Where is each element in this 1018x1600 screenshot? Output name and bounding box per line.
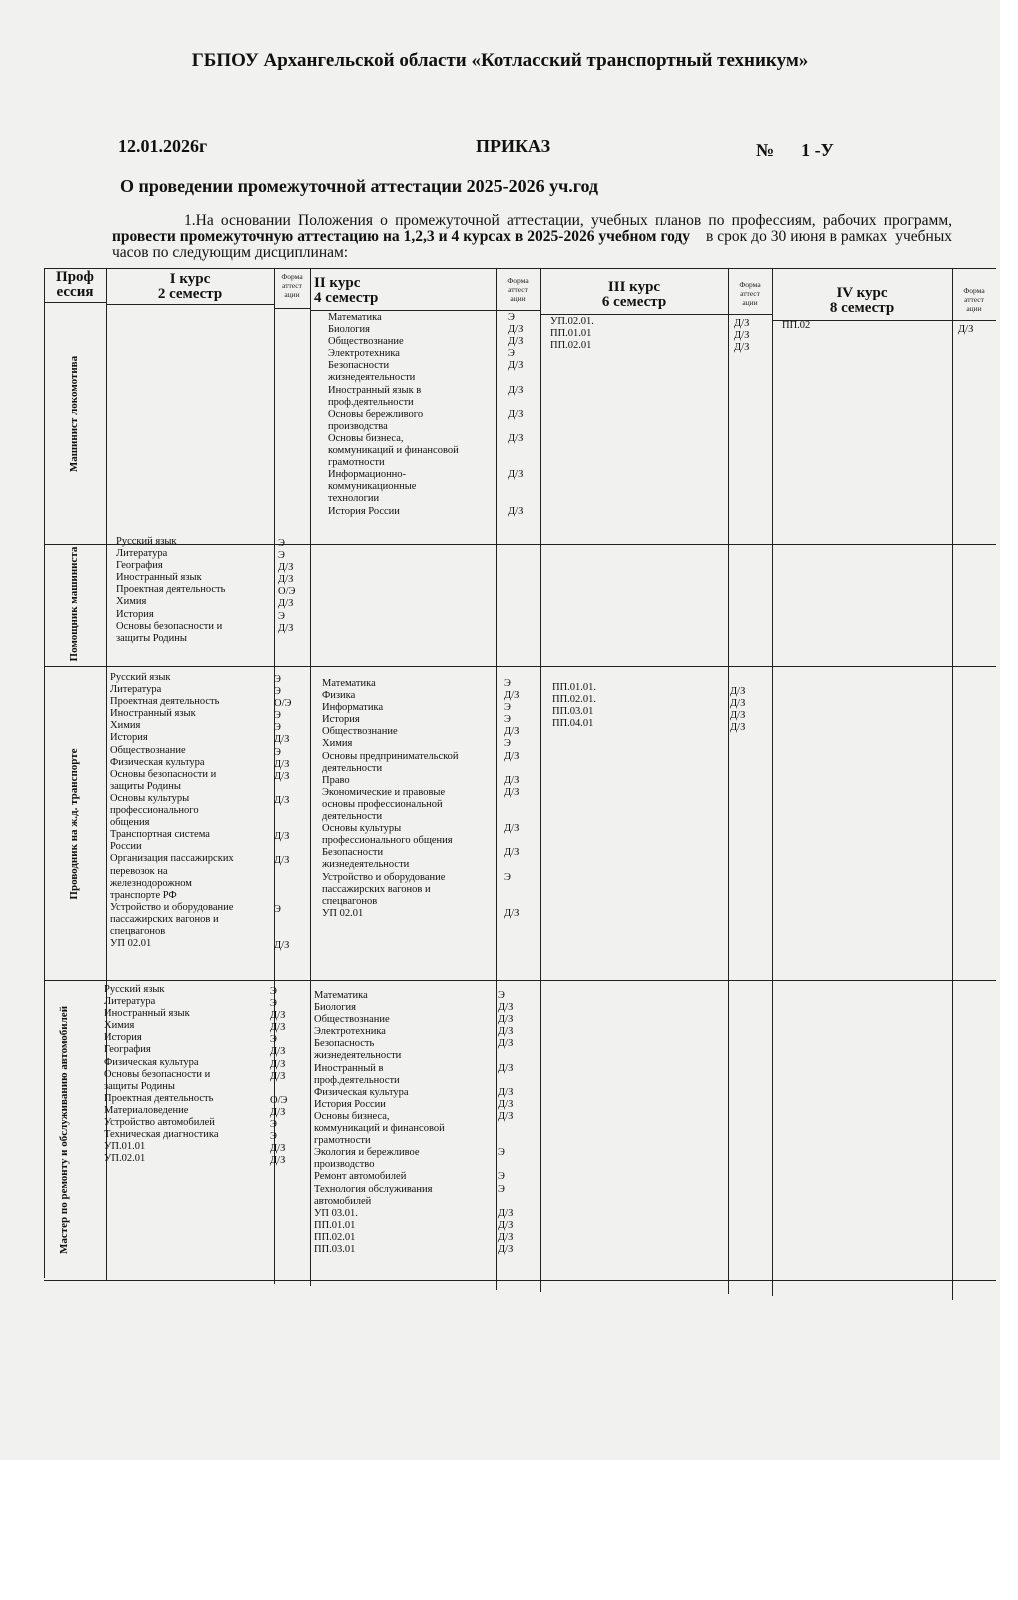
course3-forms: Д/З Д/З Д/З (734, 318, 750, 354)
table-divider (310, 268, 311, 1286)
order-number: № 1 -У (756, 140, 834, 160)
organization-header: ГБПОУ Архангельской области «Котласский транспортный техникум» (191, 50, 809, 71)
header-course-1: I курс 2 семестр (157, 271, 223, 302)
table-divider (540, 268, 541, 1292)
course2-disciplines: Математика Биология Обществознание Электротехника Безопасность жизнедеятельности Иностранный в проф.деятельности Физическая культура История России Основы бизнеса, коммуникаций и финансовой грамотности Экология и бережливое производство Ремонт автомобилей Технология обслуживания автомобилей УП 03.01. ПП.01.01 ПП.02.01 ПП.03.01 (314, 990, 445, 1255)
paragraph-tail-text: в срок до 30 июня в рамках учебных часов по следующим дисциплинам: (112, 228, 956, 261)
header-profession: Проф ессия (56, 269, 94, 300)
header-course-2: II курс 4 семестр (314, 275, 379, 306)
table-row-separator (44, 980, 996, 981)
course2-disciplines: Математика Биология Обществознание Электротехника Безопасности жизнедеятельности Иностранный язык в проф.деятельности Основы бережливого производства Основы бизнеса, коммуникаций и финансовой грамотности Информационно- коммуникационные технологии История России (328, 312, 459, 517)
paragraph-text: 1.На основании Положения о промежуточной аттестации, учебных планов по профессиям, рабочих программ, (184, 212, 952, 229)
course2-disciplines: Математика Физика Информатика История Обществознание Химия Основы предпринимательской деятельности Право Экономические и правовые основы профессиональной деятельности Основы культуры профессионального общения Безопасности жизнедеятельности Устройство и оборудование пассажирских вагонов и спецвагонов УП 02.01 (322, 678, 459, 919)
table-divider (540, 314, 772, 315)
table-border (44, 1280, 996, 1281)
page-margin (1000, 0, 1018, 1460)
order-date: 12.01.2026г (118, 136, 208, 156)
course4-forms: Д/З (958, 324, 974, 335)
profession-label: Мастер по ремонту и обслуживанию автомобилей (58, 1005, 70, 1255)
course3-practices: УП.02.01. ПП.01.01 ПП.02.01 (550, 316, 594, 352)
course1-disciplines: Русский язык Литература Проектная деятельность Иностранный язык Химия История Обществознание Физическая культура Основы безопасности и защиты Родины Основы культуры профессионального общения Транспортная система России Организация пассажирских перевозок на железнодорожном транспорте РФ Устройство и оборудование пассажирских вагонов и спецвагонов УП 02.01 (110, 672, 234, 950)
table-divider (772, 268, 773, 1296)
table-divider (310, 310, 540, 311)
course3-practices: ПП.01.01. ПП.02.01. ПП.03.01 ПП.04.01 (552, 682, 597, 730)
header-course-4: IV курс 8 семестр (829, 285, 895, 316)
table-divider (496, 268, 497, 1290)
order-paragraph (112, 212, 956, 261)
course2-forms: Э Д/З Э Э Д/З Э Д/З Д/З Д/З Д/З Д/З Э Д/З (504, 678, 520, 919)
profession-label: Помощник машиниста (68, 546, 80, 662)
table-row-separator (44, 666, 996, 667)
course1-forms: Э Э Д/З Д/З Э Д/З Д/З Д/З О/Э Д/З Э Э Д/З Д/З (270, 986, 288, 1167)
course1-forms: Э Э О/Э Э Э Д/З Э Д/З Д/З Д/З Д/З Д/З Э Д/З (274, 674, 292, 952)
order-subject: О проведении промежуточной аттестации 2025-2026 уч.год (120, 176, 599, 196)
table-border (44, 268, 996, 269)
course2-forms: Э Д/З Д/З Д/З Д/З Д/З Д/З Д/З Д/З Э Э Э Д/З Д/З Д/З Д/З (498, 990, 514, 1255)
header-form-4: Форма аттест ации (963, 286, 985, 313)
profession-label: Проводник на ж.д. транспорте (68, 748, 80, 900)
table-divider (106, 304, 274, 305)
table-divider (728, 268, 729, 1294)
course1-disciplines: Русский язык Литература География Иностранный язык Проектная деятельность Химия История Основы безопасности и защиты Родины (116, 536, 226, 644)
course4-practices: ПП.02 (782, 320, 811, 331)
header-course-3: III курс 6 семестр (601, 279, 667, 310)
header-form-3: Форма аттест ации (739, 280, 761, 307)
course1-disciplines: Русский язык Литература Иностранный язык Химия История География Физическая культура Основы безопасности и защиты Родины Проектная деятельность Материаловедение Устройство автомобилей Техническая диагностика УП.01.01 УП.02.01 (104, 984, 219, 1165)
course1-forms: Э Э Д/З Д/З О/Э Д/З Э Д/З (278, 538, 296, 634)
table-border (44, 268, 45, 1278)
course3-forms: Д/З Д/З Д/З Д/З (730, 686, 746, 734)
paragraph-bold-text: провести промежуточную аттестацию на 1,2,3 и 4 курсах в 2025-2026 учебном году (112, 228, 691, 245)
header-form-2: Форма аттест ации (507, 276, 529, 303)
table-divider (274, 308, 310, 309)
table-divider (952, 268, 953, 1300)
course2-forms: Э Д/З Д/З Э Д/З Д/З Д/З Д/З Д/З Д/З (508, 312, 524, 517)
order-title: ПРИКАЗ (476, 136, 551, 156)
attestation-table (44, 268, 996, 1308)
header-form-1: Форма аттест ации (281, 272, 303, 299)
profession-label: Машинист локомотива (68, 355, 80, 473)
